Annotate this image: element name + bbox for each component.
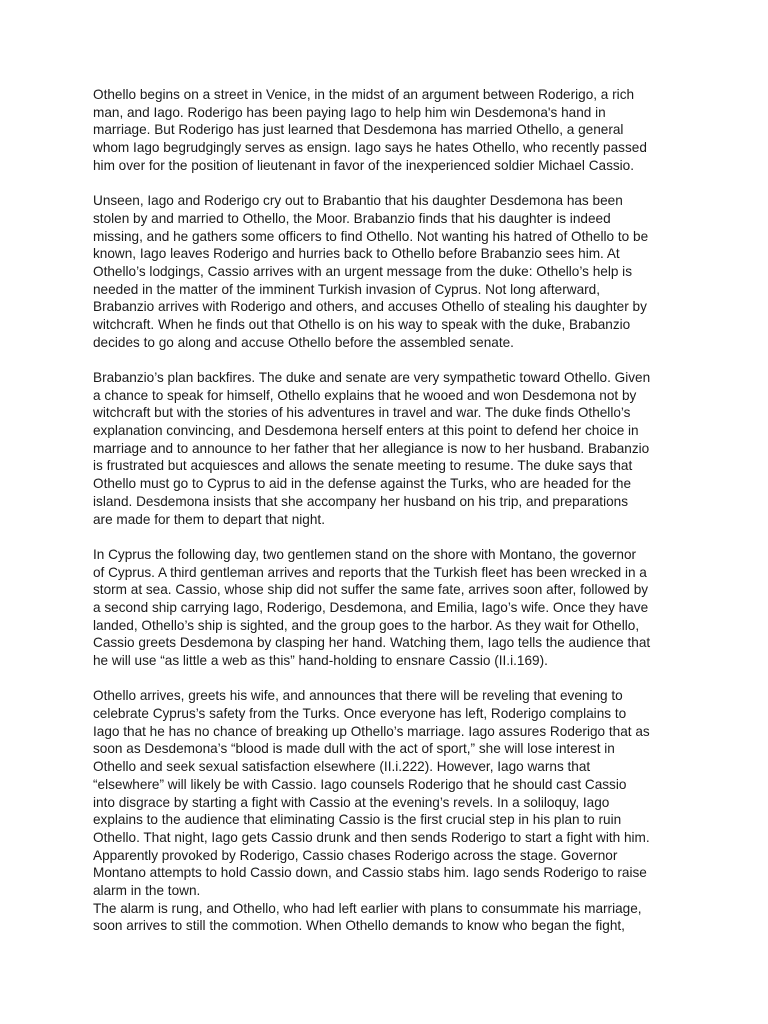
text-line: marriage. But Roderigo has just learned that Desdemona has married Othello, a general xyxy=(93,122,624,138)
text-line: landed, Othello’s ship is sighted, and the group goes to the harbor. As they wait for Othello, xyxy=(93,617,640,633)
paragraph xyxy=(93,86,681,174)
text-line: man, and Iago. Roderigo has been paying Iago to help him win Desdemona's hand in xyxy=(93,104,606,120)
text-line: explains to the audience that eliminating Cassio is the first crucial step in his plan to ruin xyxy=(93,812,622,828)
document-body xyxy=(93,86,681,953)
text-line: witchcraft but with the stories of his adventures in travel and war. The duke finds Othello’s xyxy=(93,405,631,421)
text-line: a chance to speak for himself, Othello explains that he wooed and won Desdemona not by xyxy=(93,387,637,403)
text-line: witchcraft. When he finds out that Othello is on his way to speak with the duke, Brabanzio xyxy=(93,316,631,332)
text-line: soon as Desdemona’s “blood is made dull with the act of sport,” she will lose interest in xyxy=(93,741,615,757)
text-line: him over for the position of lieutenant in favor of the inexperienced soldier Michael Cassio. xyxy=(93,157,635,173)
text-line: Montano attempts to hold Cassio down, and Cassio stabs him. Iago sends Roderigo to raise xyxy=(93,865,647,881)
text-line: whom Iago begrudgingly serves as ensign. Iago says he hates Othello, who recently passed xyxy=(93,140,647,156)
text-line: alarm in the town. xyxy=(93,882,201,898)
text-line: of Cyprus. A third gentleman arrives and reports that the Turkish fleet has been wrecked in a xyxy=(93,564,647,580)
text-line: storm at sea. Cassio, whose ship did not suffer the same fate, arrives soon after, followed by xyxy=(93,582,649,598)
text-line: Othello arrives, greets his wife, and announces that there will be reveling that evening to xyxy=(93,688,623,704)
text-line: Apparently provoked by Roderigo, Cassio chases Roderigo across the stage. Governor xyxy=(93,847,618,863)
text-line: Othello must go to Cyprus to aid in the defense against the Turks, who are headed for the xyxy=(93,476,632,492)
text-line: Iago that he has no chance of breaking up Othello’s marriage. Iago assures Roderigo that as xyxy=(93,723,650,739)
text-line: he will use “as little a web as this” hand-holding to ensnare Cassio (II.i.169). xyxy=(93,653,548,668)
text-line: island. Desdemona insists that she accompany her husband on his trip, and preparations xyxy=(93,493,629,509)
text-line: Othello and seek sexual satisfaction elsewhere (II.i.222). However, Iago warns that xyxy=(93,759,591,775)
text-line: known, Iago leaves Roderigo and hurries back to Othello before Brabanzio sees him. At xyxy=(93,246,620,262)
text-line: stolen by and married to Othello, the Moor. Brabanzio finds that his daughter is indeed xyxy=(93,210,611,226)
text-line: soon arrives to still the commotion. When Othello demands to know who began the fight, xyxy=(93,918,625,934)
text-line: needed in the matter of the imminent Turkish invasion of Cyprus. Not long afterward, xyxy=(93,281,600,297)
text-line: “elsewhere” will likely be with Cassio. Iago counsels Roderigo that he should cast Cassio xyxy=(93,776,627,792)
text-line: Othello. That night, Iago gets Cassio drunk and then sends Roderigo to start a fight with him. xyxy=(93,829,650,845)
text-line: are made for them to depart that night. xyxy=(93,511,325,527)
text-line: decides to go along and accuse Othello before the assembled senate. xyxy=(93,334,514,350)
text-line: missing, and he gathers some officers to find Othello. Not wanting his hatred of Othello to be xyxy=(93,228,649,244)
paragraph xyxy=(93,687,681,899)
text-line: marriage and to announce to her father that her allegiance is now to her husband. Brabanzio xyxy=(93,440,650,456)
paragraph xyxy=(93,546,681,670)
text-line: Othello begins on a street in Venice, in the midst of an argument between Roderigo, a rich xyxy=(93,87,635,102)
text-line: explanation convincing, and Desdemona herself enters at this point to defend her choice in xyxy=(93,423,639,439)
text-line: Othello’s lodgings, Cassio arrives with an urgent message from the duke: Othello’s help is xyxy=(93,263,632,279)
text-line: celebrate Cyprus’s safety from the Turks. Once everyone has left, Roderigo complains to xyxy=(93,706,627,722)
text-line: a second ship carrying Iago, Roderigo, Desdemona, and Emilia, Iago’s wife. Once they have xyxy=(93,599,649,615)
paragraph xyxy=(93,369,681,528)
text-line: In Cyprus the following day, two gentlemen stand on the shore with Montano, the governor xyxy=(93,546,637,562)
text-line: Brabanzio’s plan backfires. The duke and senate are very sympathetic toward Othello. Given xyxy=(93,370,651,385)
paragraph xyxy=(93,192,681,351)
text-line: into disgrace by starting a fight with Cassio at the evening’s revels. In a soliloquy, Iago xyxy=(93,794,610,810)
text-line: Unseen, Iago and Roderigo cry out to Brabantio that his daughter Desdemona has been xyxy=(93,193,623,209)
text-line: The alarm is rung, and Othello, who had left earlier with plans to consummate his marriage, xyxy=(93,900,642,916)
paragraph xyxy=(93,900,681,935)
text-line: is frustrated but acquiesces and allows the senate meeting to resume. The duke says that xyxy=(93,458,633,474)
text-line: Cassio greets Desdemona by clasping her hand. Watching them, Iago tells the audience that xyxy=(93,635,651,651)
text-line: Brabanzio arrives with Roderigo and others, and accuses Othello of stealing his daughter by xyxy=(93,299,647,315)
